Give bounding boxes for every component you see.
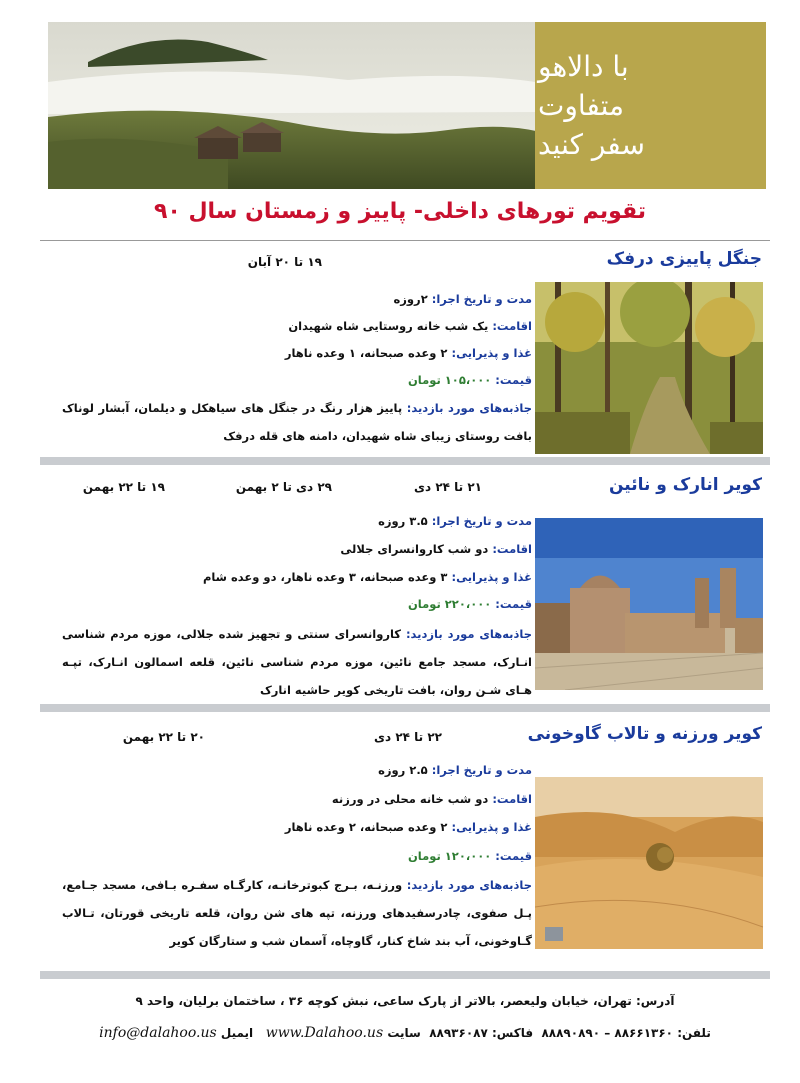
attractions-value: پاییز هزار رنگ در جنگل های سیاهکل و دیلمان، آبشار لوناک بافت روستای زیبای شاه شهیدان، دامنه های قله درفک <box>62 401 532 443</box>
footer-address: آدرس: تهران، خیابان ولیعصر، بالاتر از پارک ساعی، نبش کوچه ۳۶ ، ساختمان برلیان، واحد ۹ <box>135 994 675 1008</box>
banner-slogan <box>538 22 748 189</box>
price-value: ۲۲۰،۰۰۰ تومان <box>407 597 492 611</box>
meals-label: غذا و پذیرایی: <box>451 820 532 834</box>
tour-3-meals <box>285 820 532 834</box>
stay-value: یک شب خانه روستایی شاه شهیدان <box>288 319 489 333</box>
stay-label: اقامت: <box>492 792 532 806</box>
duration-label: مدت و تاریخ اجرا: <box>431 292 532 306</box>
email-label: ایمیل <box>220 1026 254 1040</box>
tour-2-meals <box>203 570 532 584</box>
tour-2-attractions <box>62 620 532 704</box>
stay-value: دو شب خانه محلی در ورزنه <box>331 792 489 806</box>
attractions-value: ورزنـه، بـرج کبوترخانـه، کارگـاه سفـره بـافی، مسجد جـامع، پـل صفوی، چادرسفیدهای ورزنه، تپه های شن روان، قلعه تاریخی قورتان، تـالاب گـاوخونی، آب بند شاخ کنار، گاوچاه، آسمان شب و ستارگان کویر <box>62 878 532 948</box>
tour-2-date-2: ۲۹ دی تا ۲ بهمن <box>235 480 332 494</box>
fax-number: ۸۸۹۳۶۰۸۷ <box>429 1026 488 1040</box>
slogan-line-2: متفاوت <box>538 89 625 122</box>
tour-1-price <box>408 373 532 387</box>
stay-label: اقامت: <box>492 542 532 556</box>
section-separator <box>40 457 770 465</box>
meals-value: ۲ وعده صبحانه، ۲ وعده ناهار <box>284 820 448 834</box>
tour-3-date-2: ۲۰ تا ۲۲ بهمن <box>122 730 205 744</box>
attractions-label: جاذبه‌های مورد بازدید: <box>406 878 532 892</box>
duration-value: ۲روزه <box>393 292 428 306</box>
stay-value: دو شب کاروانسرای جلالی <box>340 542 489 556</box>
section-separator <box>40 704 770 712</box>
tour-3-desert-photo <box>535 777 763 949</box>
phone-label: تلفن: <box>677 1026 711 1040</box>
price-label: قیمت: <box>495 373 532 387</box>
tour-2-price <box>408 597 532 611</box>
website-link[interactable]: www.Dalahoo.us <box>265 1025 384 1041</box>
price-value: ۱۲۰،۰۰۰ تومان <box>407 849 492 863</box>
meals-label: غذا و پذیرایی: <box>451 570 532 584</box>
title-divider <box>40 240 770 241</box>
header-banner <box>48 22 766 189</box>
duration-value: ۳.۵ روزه <box>378 514 428 528</box>
tour-3-price <box>408 849 532 863</box>
duration-value: ۲.۵ روزه <box>378 763 428 777</box>
attractions-label: جاذبه‌های مورد بازدید: <box>405 627 532 641</box>
tour-3-attractions <box>62 871 532 955</box>
tour-2-duration <box>378 514 532 528</box>
meals-label: غذا و پذیرایی: <box>451 346 532 360</box>
price-label: قیمت: <box>495 849 532 863</box>
email-link[interactable]: info@dalahoo.us <box>99 1025 217 1041</box>
tour-1-meals <box>285 346 532 360</box>
attractions-value: کاروانسرای سنتی و تجهیز شده جلالی، موزه مردم شناسی انـارک، مسجد جامع نائین، موزه مردم شناسی نائین، قلعه اسمالون انـارک، تپـه هـای شـن روان، بافت تاریخی کویر حاشیه انارک <box>62 627 532 697</box>
tour-2-date-3: ۱۹ تا ۲۲ بهمن <box>82 480 165 494</box>
tour-1-duration <box>394 292 533 306</box>
phone-numbers[interactable]: ۸۸۶۶۱۳۶۰ – ۸۸۸۹۰۸۹۰ <box>541 1026 673 1040</box>
slogan-line-1: با دالاهو <box>538 50 629 83</box>
tour-3-title: کویر ورزنه و تالاب گاوخونی <box>527 724 762 744</box>
tour-2-caravanserai-photo <box>535 518 763 690</box>
site-label: سایت <box>387 1026 421 1040</box>
price-value: ۱۰۵،۰۰۰ تومان <box>407 373 492 387</box>
tour-2-stay <box>340 542 532 556</box>
fax-label: فاکس: <box>491 1026 534 1040</box>
tour-2-date-1: ۲۱ تا ۲۴ دی <box>413 480 482 494</box>
section-separator <box>40 971 770 979</box>
footer-contacts <box>40 1025 770 1041</box>
attractions-label: جاذبه‌های مورد بازدید: <box>406 401 532 415</box>
tour-2-title: کویر انارک و نائین <box>609 475 762 495</box>
tour-1-attractions <box>62 394 532 450</box>
tour-3-date-1: ۲۲ تا ۲۴ دی <box>373 730 442 744</box>
tour-1-date-1: ۱۹ تا ۲۰ آبان <box>247 255 322 269</box>
meals-value: ۲ وعده صبحانه، ۱ وعده ناهار <box>284 346 448 360</box>
meals-value: ۳ وعده صبحانه، ۳ وعده ناهار، دو وعده شام <box>202 570 448 584</box>
tour-3-duration <box>378 763 532 777</box>
page-title: تقویم تورهای داخلی- پاییز و زمستان سال ۹۰ <box>153 199 647 224</box>
tour-3-stay <box>332 792 532 806</box>
stay-label: اقامت: <box>492 319 532 333</box>
tour-1-forest-photo <box>535 282 763 454</box>
tour-1-title: جنگل پاییزی درفک <box>606 249 762 269</box>
slogan-line-3: سفر کنید <box>538 128 645 161</box>
price-label: قیمت: <box>495 597 532 611</box>
tour-1-stay <box>288 319 532 333</box>
duration-label: مدت و تاریخ اجرا: <box>431 514 532 528</box>
duration-label: مدت و تاریخ اجرا: <box>431 763 532 777</box>
